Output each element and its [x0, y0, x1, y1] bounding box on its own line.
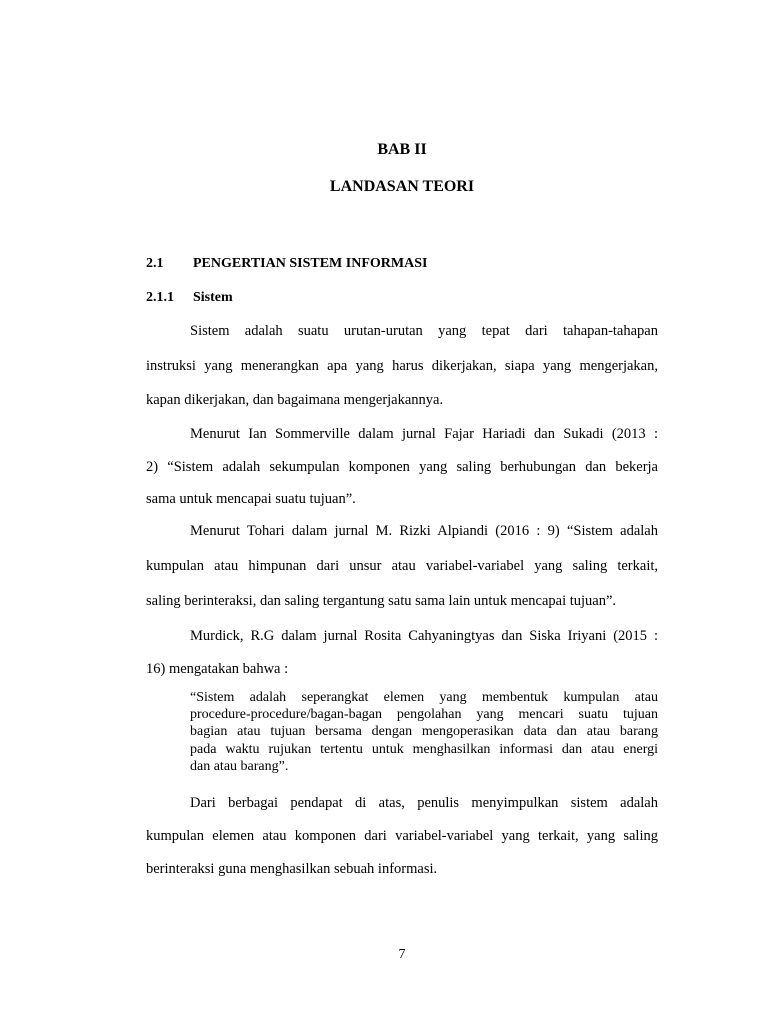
quote-line: procedure-procedure/bagan-bagan pengolahan yang mencari suatu tujuan [190, 707, 658, 723]
chapter-title: LANDASAN TEORI [329, 178, 475, 195]
quote-line: bagian atau tujuan bersama dengan mengoperasikan data dan atau barang [190, 724, 658, 740]
subsection-number: 2.1.1 [146, 290, 174, 305]
quote-line: dan atau barang”. [190, 758, 289, 774]
paragraph-line: berinteraksi guna menghasilkan sebuah informasi. [146, 861, 438, 877]
paragraph-line: instruksi yang menerangkan apa yang harus dikerjakan, siapa yang mengerjakan, [146, 358, 658, 374]
chapter-number: BAB II [377, 141, 427, 158]
paragraph-line: 16) mengatakan bahwa : [146, 661, 289, 677]
quote-line: “Sistem adalah seperangkat elemen yang membentuk kumpulan atau [190, 690, 658, 705]
section-title: PENGERTIAN SISTEM INFORMASI [193, 256, 428, 271]
paragraph-line: saling berinteraksi, dan saling tergantung satu sama lain untuk mencapai tujuan”. [146, 593, 617, 609]
paragraph-line: kumpulan atau himpunan dari unsur atau variabel-variabel yang saling terkait, [146, 558, 658, 574]
section-number: 2.1 [146, 256, 164, 271]
section-heading [146, 256, 427, 272]
page-number: 7 [398, 947, 406, 962]
paragraph-line: Sistem adalah suatu urutan-urutan yang tepat dari tahapan-tahapan [190, 323, 658, 339]
block-quote [190, 689, 658, 775]
paragraph-line: 2) “Sistem adalah sekumpulan komponen yang saling berhubungan dan bekerja [146, 459, 658, 475]
paragraph-line: Murdick, R.G dalam jurnal Rosita Cahyaningtyas dan Siska Iriyani (2015 : [190, 628, 658, 644]
paragraph-line: Dari berbagai pendapat di atas, penulis menyimpulkan sistem adalah [190, 795, 658, 811]
subsection-heading [146, 290, 233, 306]
paragraph-line: kumpulan elemen atau komponen dari variabel-variabel yang terkait, yang saling [146, 828, 658, 844]
paragraph-line: sama untuk mencapai suatu tujuan”. [146, 491, 356, 507]
paragraph-line: Menurut Ian Sommerville dalam jurnal Fajar Hariadi dan Sukadi (2013 : [190, 426, 658, 442]
subsection-title: Sistem [193, 290, 233, 305]
quote-line: pada waktu rujukan tertentu untuk menghasilkan informasi dan atau energi [190, 741, 658, 757]
paragraph-line: Menurut Tohari dalam jurnal M. Rizki Alpiandi (2016 : 9) “Sistem adalah [190, 523, 658, 539]
paragraph-line: kapan dikerjakan, dan bagaimana mengerjakannya. [146, 392, 444, 408]
